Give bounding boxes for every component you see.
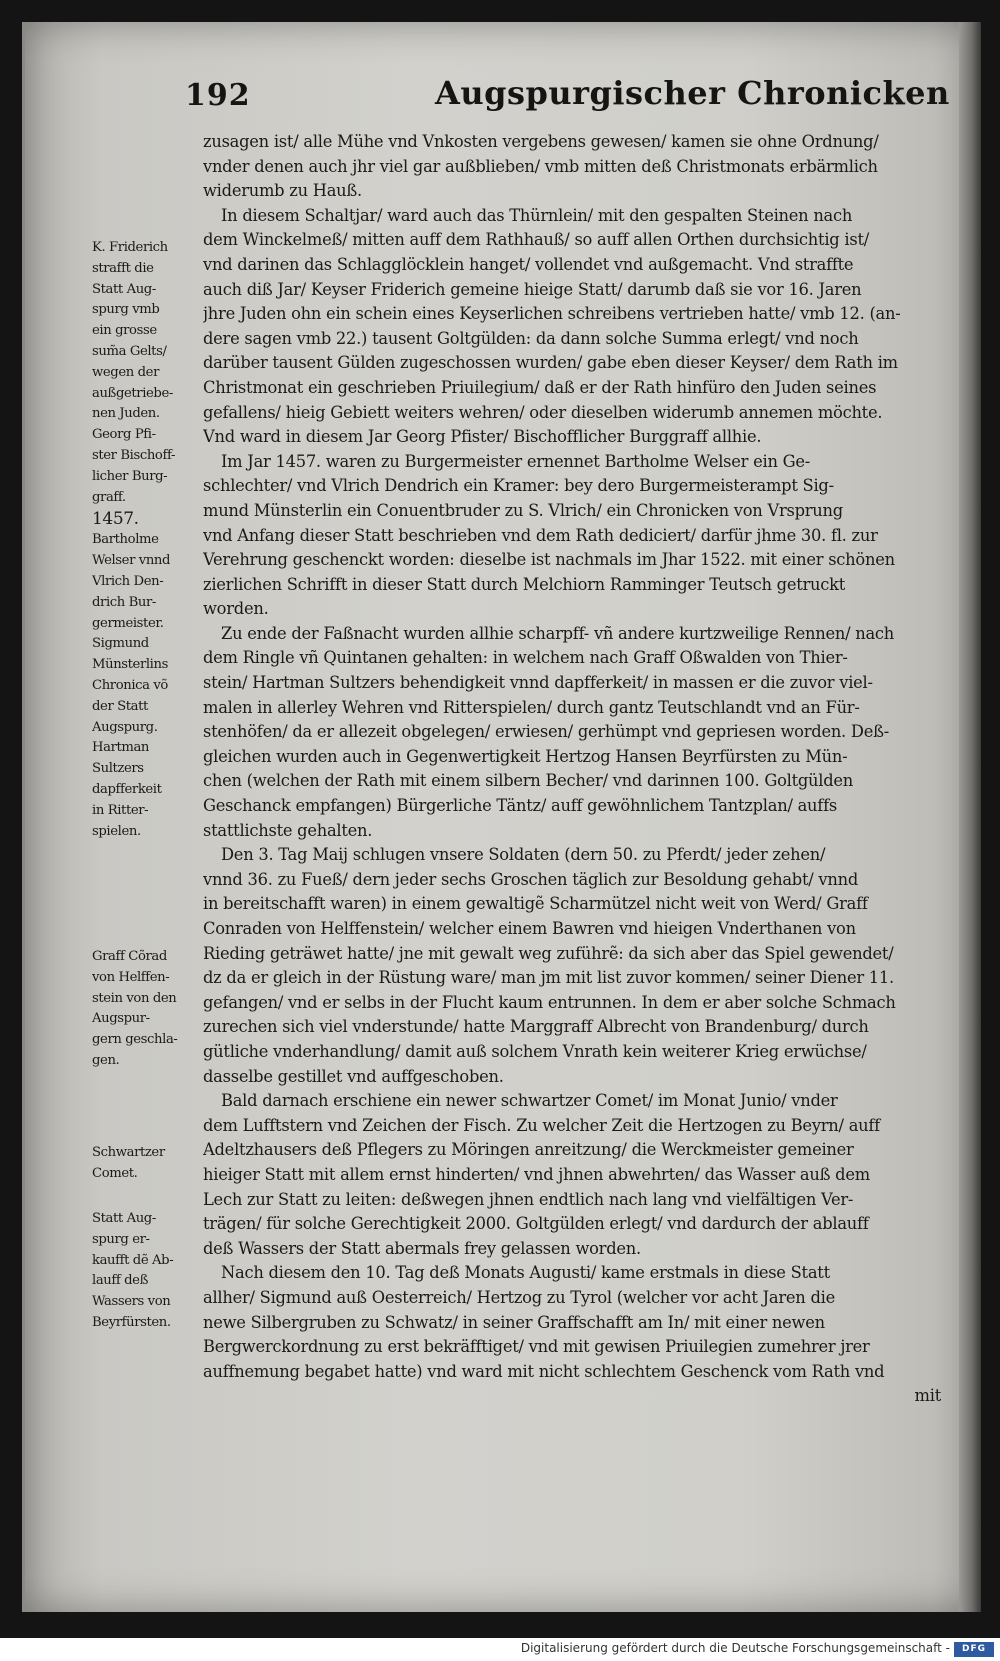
marginal-note-line: Bartholme [92, 532, 159, 548]
dfg-logo: DFG [954, 1642, 994, 1657]
marginal-note-line: K. Friderich [92, 240, 168, 255]
text-line: hieiger Statt mit allem ernst hinderten/ vnd jhnen abwehrten/ das Wasser auß dem [203, 1164, 870, 1184]
marginal-note-line: Schwartzer [92, 1145, 165, 1160]
marginal-note-line: Georg Pfi- [92, 427, 156, 443]
marginal-note-line: außgetriebe- [92, 385, 173, 401]
marginal-note-line: nen Juden. [92, 406, 160, 422]
text-line: dere sagen vmb 22.) tausent Goltgülden: da dann solche Summa erlegt/ vnd noch [203, 328, 859, 348]
text-line: In diesem Schaltjar/ ward auch das Thürnlein/ mit den gespalten Steinen nach [221, 205, 853, 225]
text-line: malen in allerley Wehren vnd Ritterspielen/ durch gantz Teutschlandt vnd an Für- [203, 697, 860, 717]
marginal-note-line: kaufft dẽ Ab- [92, 1252, 174, 1268]
text-line: jhre Juden ohn ein schein eines Keyserlichen schreibens vertrieben hatte/ vmb 12. (an- [203, 304, 901, 324]
text-line: Geschanck empfangen) Bürgerliche Täntz/ auff gewöhnlichem Tantzplan/ auffs [203, 796, 837, 816]
marginal-note-line: Chronica võ [92, 677, 168, 693]
marginal-note-line: gern geschla- [92, 1032, 178, 1048]
marginal-note-line: Augspur- [92, 1011, 150, 1027]
text-line: dasselbe gestillet vnd auffgeschoben. [203, 1066, 504, 1086]
text-line: zusagen ist/ alle Mühe vnd Vnkosten vergebens gewesen/ kamen sie ohne Ordnung/ [203, 132, 879, 151]
marginal-note-line: Münsterlins [92, 657, 168, 673]
text-line: Bergwerckordnung zu erst bekräfftiget/ vnd mit gewisen Priuilegien zumehrer jrer [203, 1337, 870, 1357]
text-line: Rieding geträwet hatte/ jne mit gewalt weg zuführẽ: da sich aber das Spiel gewendet/ [203, 943, 894, 963]
marginal-note-line: in Ritter- [92, 802, 149, 818]
text-line: widerumb zu Hauß. [203, 181, 362, 201]
marginal-note-line: strafft die [92, 260, 154, 276]
page-edge-shadow [959, 22, 981, 1612]
text-line: Adeltzhausers deß Pflegers zu Möringen anreitzung/ die Werckmeister gemeiner [203, 1140, 854, 1160]
marginal-note-line: lauff deß [92, 1273, 148, 1289]
marginal-note-line: licher Burg- [92, 468, 168, 484]
text-line: dem Ringle vñ Quintanen gehalten: in welchem nach Graff Oßwalden von Thier- [203, 648, 848, 668]
marginal-note-line: wegen der [92, 364, 159, 380]
marginal-note-line: graff. [92, 489, 126, 505]
text-line: darüber tausent Gülden zugeschossen wurden/ gabe eben dieser Keyser/ dem Rath im [203, 353, 898, 373]
marginal-note-line: sum̃a Gelts/ [92, 343, 167, 359]
text-line: trägen/ für solche Gerechtigkeit 2000. Goltgülden erlegt/ vnd dardurch der ablauff [203, 1214, 869, 1234]
catchword: mit [914, 1386, 941, 1406]
text-line: dem Lufftstern vnd Zeichen der Fisch. Zu welcher Zeit die Hertzogen zu Beyrn/ auff [203, 1115, 880, 1135]
marginal-note-line: von Helffen- [92, 969, 170, 985]
footer-credit: Digitalisierung gefördert durch die Deutsche Forschungsgemeinschaft - [520, 1641, 950, 1655]
text-line: Christmonat ein geschrieben Priuilegium/ daß er der Rath hinfüro den Juden seines [203, 377, 877, 397]
text-line: dz da er gleich in der Rüstung ware/ man jm mit list zuvor kommen/ seiner Diener 11. [203, 968, 894, 988]
text-line: dem Winckelmeß/ mitten auff dem Rathhauß/ so auff allen Orthen durchsichtig ist/ [203, 230, 869, 250]
running-title: Augspurgischer Chronicken [435, 74, 950, 112]
marginal-note-line: ein grosse [92, 323, 157, 339]
text-line: Vnd ward in diesem Jar Georg Pfister/ Bischofflicher Burggraff allhie. [203, 427, 762, 447]
text-line: deß Wassers der Statt abermals frey gelassen worden. [203, 1238, 641, 1258]
marginal-note-line: der Statt [92, 698, 148, 714]
page-number: 192 [185, 78, 251, 113]
marginal-note-line: stein von den [92, 990, 177, 1006]
marginal-note-conrad [92, 947, 198, 1072]
marginal-note-line: Beyrfürsten. [92, 1314, 171, 1330]
text-line: vnd Anfang dieser Statt beschrieben vnd dem Rath dediciert/ darfür jhme 30. fl. zur [203, 525, 878, 545]
text-line: auch diß Jar/ Keyser Friderich gemeine hieige Statt/ darumb daß sie vor 16. Jaren [203, 279, 862, 299]
marginal-note-line: Hartman [92, 740, 150, 756]
text-line: allher/ Sigmund auß Oesterreich/ Hertzog zu Tyrol (welcher vor acht Jaren die [203, 1287, 835, 1307]
text-line: vnd darinen das Schlagglöcklein hanget/ vollendet vnd außgemacht. Vnd straffte [203, 254, 854, 274]
marginal-note-line: Graff Cõrad [92, 949, 167, 964]
marginal-note-line: Comet. [92, 1165, 138, 1181]
text-line: Den 3. Tag Maij schlugen vnsere Soldaten (dern 50. zu Pferdt/ jeder zehen/ [221, 845, 826, 865]
marginal-note-wasser [92, 1209, 198, 1334]
text-line: schlechter/ vnd Vlrich Dendrich ein Kramer: bey dero Burgermeisterampt Sig- [203, 476, 834, 496]
marginal-note-line: ster Bischoff- [92, 447, 176, 463]
marginal-note-line: spurg vmb [92, 302, 160, 318]
text-line: newe Silbergruben zu Schwatz/ in seiner Graffschafft am In/ mit einer newen [203, 1312, 825, 1332]
text-line: gütliche vnderhandlung/ damit auß solchem Vnrath kein weiterer Krieg erwüchse/ [203, 1041, 867, 1061]
text-line: vnnd 36. zu Fueß/ dern jeder sechs Groschen täglich zur Besoldung gehabt/ vnnd [203, 869, 859, 889]
marginal-note-line: Statt Aug- [92, 1211, 156, 1226]
marginal-note-line: Sigmund [92, 636, 149, 652]
marginal-note-line: spurg er- [92, 1231, 150, 1247]
marginal-note-line: Welser vnnd [92, 553, 171, 569]
text-line: Conraden von Helffenstein/ welcher einem Bawren vnd hieigen Vnderthanen von [203, 919, 856, 938]
marginal-note-line: spielen. [92, 823, 141, 839]
marginal-note-line: Wassers von [92, 1294, 171, 1310]
text-line: Zu ende der Faßnacht wurden allhie scharpff- vñ andere kurtzweilige Rennen/ nach [221, 623, 895, 643]
text-line: gefangen/ vnd er selbs in der Flucht kaum entrunnen. In dem er aber solche Schmach [203, 992, 896, 1012]
text-line: auffnemung begabet hatte) vnd ward mit nicht schlechtem Geschenck vom Rath vnd [203, 1361, 885, 1381]
marginal-note-friderich [92, 238, 198, 842]
marginal-note-line: dapfferkeit [92, 781, 162, 797]
text-line: Nach diesem den 10. Tag deß Monats Augusti/ kame erstmals in diese Statt [221, 1263, 830, 1283]
marginal-year: 1457. [92, 509, 139, 530]
marginal-note-line: germeister. [92, 615, 164, 631]
marginal-note-line: drich Bur- [92, 594, 156, 610]
text-line: worden. [203, 599, 269, 619]
text-line: Lech zur Statt zu leiten: deßwegen jhnen endtlich nach lang vnd vielfältigen Ver- [203, 1189, 854, 1209]
marginal-note-comet [92, 1143, 198, 1185]
marginal-note-line: gen. [92, 1052, 120, 1068]
text-line: Verehrung geschenckt worden: dieselbe ist nachmals im Jhar 1522. mit einer schönen [203, 550, 895, 570]
text-line: zierlichen Schrifft in dieser Statt durch Melchiorn Ramminger Teutsch getruckt [203, 574, 846, 594]
text-line: stein/ Hartman Sultzers behendigkeit vnnd dapfferkeit/ in massen er die zuvor viel- [203, 673, 873, 693]
marginal-note-line: Vlrich Den- [92, 573, 164, 589]
main-text-block [203, 130, 941, 1409]
text-line: vnder denen auch jhr viel gar außblieben/ vmb mitten deß Christmonats erbärmlich [203, 156, 878, 176]
footer-bar [0, 1638, 1000, 1661]
marginal-note-line: Sultzers [92, 761, 144, 777]
text-line: chen (welchen der Rath mit einem silbern Becher/ vnd darinnen 100. Goltgülden [203, 771, 854, 791]
text-line: zurechen sich viel vnderstunde/ hatte Marggraff Albrecht von Brandenburg/ durch [203, 1017, 869, 1037]
text-line: mund Münsterlin ein Conuentbruder zu S. Vlrich/ ein Chronicken von Vrsprung [203, 500, 843, 520]
marginal-note-line: Statt Aug- [92, 281, 156, 297]
text-line: gefallens/ hieig Gebiett weiters wehren/ oder dieselben widerumb annemen möchte. [203, 402, 883, 422]
text-line: in bereitschafft waren) in einem gewaltigẽ Scharmützel nicht weit von Werd/ Graff [203, 894, 868, 914]
marginal-note-line: Augspurg. [92, 719, 158, 735]
text-line: Bald darnach erschiene ein newer schwartzer Comet/ im Monat Junio/ vnder [221, 1091, 838, 1111]
text-line: Im Jar 1457. waren zu Burgermeister ernennet Bartholme Welser ein Ge- [221, 451, 811, 471]
text-line: gleichen wurden auch in Gegenwertigkeit Hertzog Hansen Beyrfürsten zu Mün- [203, 746, 848, 766]
text-line: stattlichste gehalten. [203, 820, 373, 840]
page-header [185, 74, 950, 118]
text-line: stenhöfen/ da er allezeit obgelegen/ erwiesen/ gerhümpt vnd gepriesen worden. Deß- [203, 722, 889, 742]
